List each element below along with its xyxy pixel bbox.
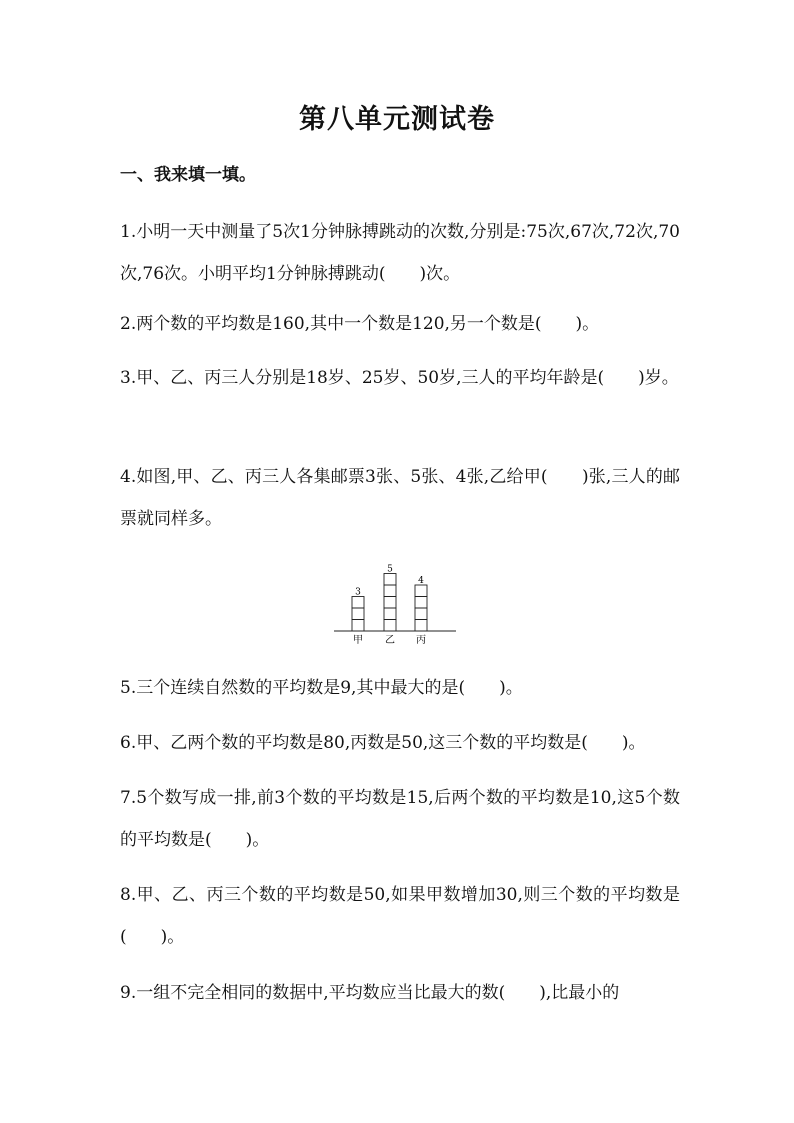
stamp-cell bbox=[415, 620, 427, 632]
question-3: 3.甲、乙、丙三人分别是18岁、25岁、50岁,三人的平均年龄是( )岁。 bbox=[120, 368, 679, 388]
page-title: 第八单元测试卷 bbox=[299, 104, 495, 135]
stamp-cell bbox=[384, 585, 396, 597]
question-2: 2.两个数的平均数是160,其中一个数是120,另一个数是( )。 bbox=[120, 314, 600, 334]
question-5: 5.三个连续自然数的平均数是9,其中最大的是( )。 bbox=[120, 678, 523, 698]
stack-count-label: 3 bbox=[355, 587, 361, 598]
question-7: 7.5个数写成一排,前3个数的平均数是15,后两个数的平均数是10,这5个数的平均数是( )。 bbox=[120, 788, 680, 850]
stamp-cell bbox=[415, 597, 427, 609]
question-6: 6.甲、乙两个数的平均数是80,丙数是50,这三个数的平均数是( )。 bbox=[120, 733, 646, 753]
stamp-stack-chart bbox=[334, 558, 460, 648]
stamp-cell bbox=[384, 608, 396, 620]
stamp-cell bbox=[384, 574, 396, 586]
question-1: 1.小明一天中测量了5次1分钟脉搏跳动的次数,分别是:75次,67次,72次,70次,76次。小明平均1分钟脉搏跳动( )次。 bbox=[120, 222, 680, 284]
stamp-stack-figure bbox=[334, 558, 460, 648]
stamp-cell bbox=[352, 597, 364, 609]
question-4: 4.如图,甲、乙、丙三人各集邮票3张、5张、4张,乙给甲( )张,三人的邮票就同样多。 bbox=[120, 467, 680, 529]
stack-count-label: 5 bbox=[387, 564, 393, 575]
stamp-cell bbox=[415, 608, 427, 620]
stamp-cell bbox=[415, 585, 427, 597]
stamp-cell bbox=[352, 620, 364, 632]
question-8: 8.甲、乙、丙三个数的平均数是50,如果甲数增加30,则三个数的平均数是( )。 bbox=[120, 885, 680, 947]
stamp-cell bbox=[384, 597, 396, 609]
stamp-cell bbox=[352, 608, 364, 620]
stack-name-label: 甲 bbox=[353, 635, 363, 646]
stack-name-label: 丙 bbox=[416, 635, 426, 646]
stack-name-label: 乙 bbox=[385, 635, 395, 646]
section-heading: 一、我来填一填。 bbox=[120, 165, 256, 185]
question-9: 9.一组不完全相同的数据中,平均数应当比最大的数( ),比最小的 bbox=[120, 983, 620, 1003]
stack-count-label: 4 bbox=[418, 576, 424, 586]
stamp-cell bbox=[384, 620, 396, 632]
